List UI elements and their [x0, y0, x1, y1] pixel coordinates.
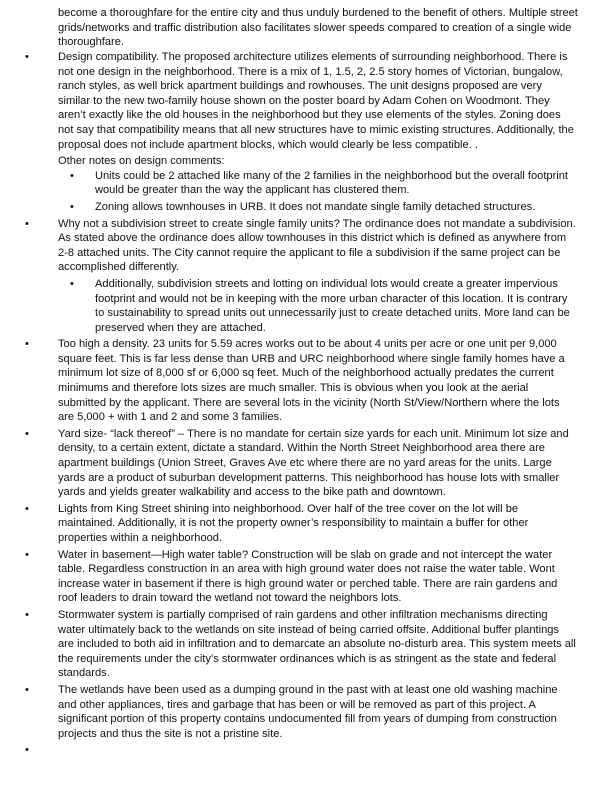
item-text: Stormwater system is partially comprised of rain gardens and other infiltration mechanisms directing water ultimately back to the wetlands on site instead of being carried offsite. Additional buffer plantings are included to both aid in infiltration and to demarcate an absolute no-disturb area. This system meets all the requirements under the city’s stormwater ordinances which is as stringent as the state and federal standards.: [58, 608, 576, 680]
bullet-marker: •: [25, 608, 29, 621]
item-text: Why not a subdivision street to create single family units? The ordinance does not mandate a subdivision. As stated above the ordinance does allow townhouses in this district which is defined as anywhere from 2-8 attached units. The City cannot require the applicant to file a subdivision if the same project can be accomplished differently.: [58, 217, 576, 274]
list-item-yard-size: [25, 427, 576, 500]
bullet-marker: •: [25, 338, 29, 351]
list-item-design: [25, 50, 576, 152]
bullet-marker: •: [25, 744, 29, 757]
bullet-marker: •: [70, 200, 74, 213]
bullet-marker: •: [25, 548, 29, 561]
continuation-paragraph: become a thoroughfare for the entire city and thus unduly burdened to the benefit of others. Multiple street grids/networks and traffic distribution also facilitates slower speeds compared to creation of a single wide thoroughfare.: [58, 7, 578, 49]
bullet-marker: •: [70, 277, 74, 290]
bullet-marker: •: [25, 683, 29, 696]
bullet-marker: •: [25, 502, 29, 515]
design-notes-heading: Other notes on design comments:: [58, 155, 225, 168]
bullet-list: [0, 50, 600, 759]
bullet-marker: •: [70, 169, 74, 182]
bullet-marker: •: [25, 427, 29, 440]
list-item-subdivision: [25, 217, 576, 275]
sub-item-text: Units could be 2 attached like many of the 2 families in the neighborhood but the overall footprint would be greater than the way the applicant has clustered them.: [95, 169, 569, 197]
list-item-density: [25, 337, 576, 425]
sub-item-text: Zoning allows townhouses in URB. It does not mandate single family detached structures.: [95, 200, 536, 213]
sub-item-0: [70, 169, 577, 198]
item-text: Yard size- “lack thereof” – There is no mandate for certain size yards for each unit. Minimum lot size and density, to a certain extent, dictate a standard. Within the North Street Neighborhood area there are apartment buildings (Union Street, Graves Ave etc where there are no yard areas for the units. Large yards are a product of suburban development patterns. This neighborhood has house lots with smaller yards and yields greater walkability and access to the bike path and downtown.: [58, 427, 569, 499]
sub-item-text: Additionally, subdivision streets and lotting on individual lots would create a greater impervious footprint and would not be in keeping with the more urban character of this location. It is contrary to sustainability to spread units out unnecessarily just to create detached units. More land can be preserved when they are attached.: [95, 277, 570, 334]
sub-item-subdivision: [70, 277, 577, 335]
bullet-marker: •: [25, 217, 29, 230]
item-text: Water in basement—High water table? Construction will be slab on grade and not intercept the water table. Regardless construction in an area with high ground water does not raise the water table. Wont increase water in basement if there is high ground water or perched table. There are rain gardens and roof leaders to drain toward the wetland not toward the neighbors lots.: [58, 548, 558, 605]
item-text: Too high a density. 23 units for 5.59 acres works out to be about 4 units per acre or one unit per 9,000 square feet. This is far less dense than URB and URC neighborhood where single family homes have a minimum lot size of 8,000 sf or 6,000 sq feet. Much of the neighborhood actually predates the current minimums and therefore lots sizes are much smaller. This is obvious when you look at the aerial submitted by the applicant. There are several lots in the vicinity (North St/View/Northern where the lots are 5,000 + with 1 and 2 and some 3 families.: [58, 338, 565, 424]
item-text: The wetlands have been used as a dumping ground in the past with at least one old washing machine and other appliances, tires and garbage that has been or will be removed as part of this project. A significant portion of this property contains undocumented fill from years of dumping from construction projects and thus the site is not a pristine site.: [58, 683, 558, 740]
list-item-empty: [25, 743, 576, 757]
item-text: Design compatibility. The proposed architecture utilizes elements of surrounding neighborhood. There is not one design in the neighborhood. There is a mix of 1, 1.5, 2, 2.5 story homes of Victorian, bungalow, ranch styles, as well brick apartment buildings and rowhouses. The unit designs proposed are very similar to the new two-family house shown on the poster board by Adam Cohen on Woodmont. They aren’t exactly like the old houses in the neighborhood but they use elements of the styles. Zoning does not say that compatibility means that all new structures have to mimic existing structures. Additionally, the proposal does not include apartment blocks, which would clearly be less compatible. .: [58, 51, 574, 151]
bullet-marker: •: [25, 51, 29, 63]
list-item-wetlands: [25, 683, 576, 741]
list-item-lights: [25, 502, 576, 546]
sub-item-1: [70, 200, 577, 215]
list-item-stormwater: [25, 608, 576, 681]
item-text: Lights from King Street shining into neighborhood. Over half of the tree cover on the lot will be maintained. Additionally, it is not the property owner’s responsibility to maintain a buffer for other properties within a neighborhood.: [58, 502, 529, 544]
list-item-water: [25, 548, 576, 606]
